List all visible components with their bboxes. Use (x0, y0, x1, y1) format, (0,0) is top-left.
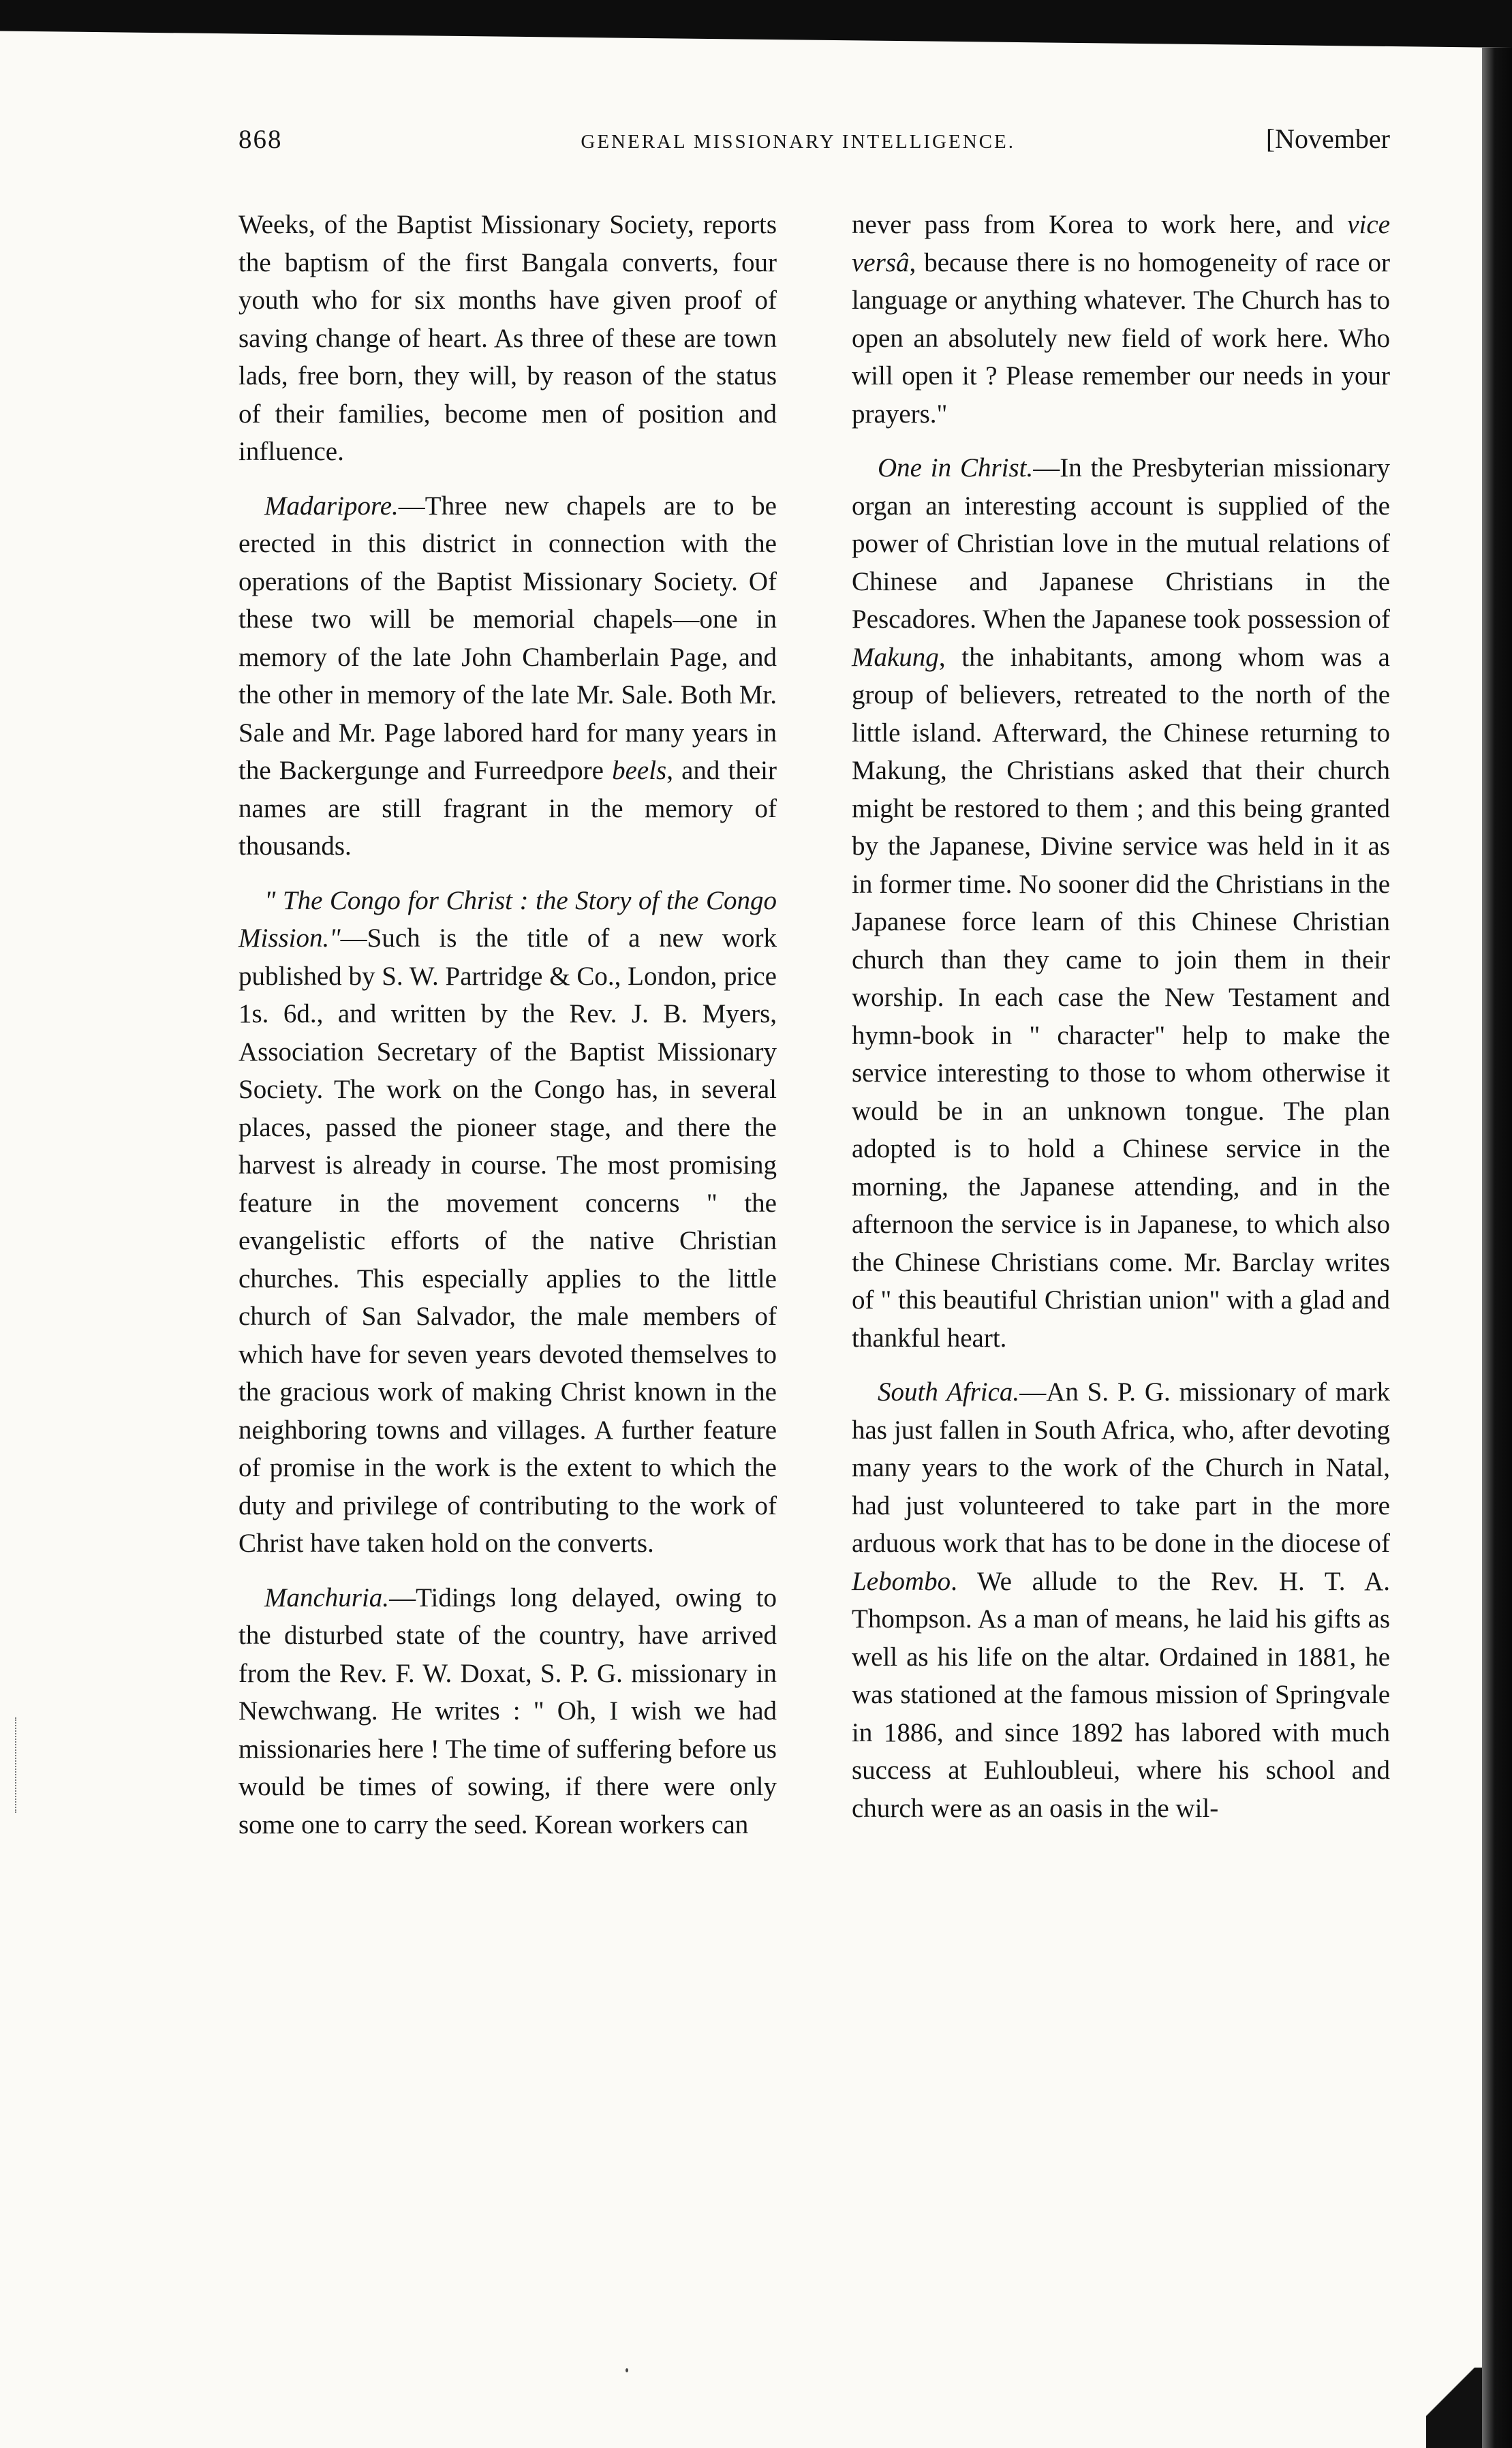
south-africa-paragraph (852, 1373, 1390, 1827)
bangala-text: Weeks, of the Baptist Missionary Society, reports the baptism of the first Bangala converts, four youth who for six months have given proof of saving change of heart. As three of these are town lads, free born, they will, by reason of the status of their families, become men of position and influence. (238, 210, 777, 466)
madaripore-text: —Three new chapels are to be erected in this district in connection with the operations of the Baptist Missionary Society. Of these two will be memorial chapels—one in memory of the late John Chamberlain Page, and the other in memory of the late Mr. Sale. Both Mr. Sale and Mr. Page labored hard for many years in the Backergunge and Furreedpore (238, 491, 777, 785)
scan-top-edge (0, 0, 1512, 48)
right-column (852, 206, 1390, 1860)
header-month: [November (1265, 123, 1390, 154)
running-title: GENERAL MISSIONARY INTELLIGENCE. (581, 131, 1015, 153)
madaripore-paragraph (238, 487, 777, 866)
vice-versa-phrase: vice versâ (852, 210, 1390, 277)
one-in-christ-heading: One in Christ. (878, 453, 1034, 483)
document-page (238, 123, 1390, 2392)
scan-corner-shadow (1426, 2368, 1482, 2448)
korea-text: never pass from Korea to work here, and (852, 210, 1348, 239)
manchuria-heading: Manchuria. (264, 1582, 390, 1612)
congo-text: —Such is the title of a new work published by S. W. Partridge & Co., London, price 1s. 6d., and written by the Rev. J. B. Myers, Association Secretary of the Baptist Missionary Society. The work on the Congo has, in several places, passed the pioneer stage, and there the harvest is already in course. The most promising feature in the movement concerns " the evangelistic efforts of the native Christian churches. This especially applies to the little church of San Salvador, the male members of which have for seven years devoted themselves to the gracious work of making Christ known in the neighboring towns and villages. A further feature of promise in the work is the extent to which the duty and privilege of contributing to the work of Christ have taken hold on the converts. (238, 923, 777, 1558)
one-in-christ-paragraph (852, 449, 1390, 1357)
south-africa-heading: South Africa. (878, 1377, 1020, 1407)
manchuria-text: —Tidings long delayed, owing to the disturbed state of the country, have arrived from the Rev. F. W. Doxat, S. P. G. missionary in Newchwang. He writes : " Oh, I wish we had missionaries here ! The time of suffering before us would be times of sowing, if there were only some one to carry the seed. Korean workers can (238, 1582, 777, 1839)
bheels-word: beels (612, 756, 667, 785)
south-africa-text-end: . We allude to the Rev. H. T. A. Thompson. As a man of means, he laid his gifts as well as his life on the altar. Ordained in 1881, he was stationed at the famous mission of Springvale in 1886, and since 1892 has labored with much success at Euhloubleui, where his school and church were as an oasis in the wil- (852, 1566, 1390, 1823)
margin-mark (15, 1717, 20, 1813)
scan-right-edge (1482, 48, 1512, 2448)
south-africa-text: —An S. P. G. missionary of mark has just fallen in South Africa, who, after devoting many years to the work of the Church in Natal, had just volunteered to take part in the more arduous work that has to be done in the diocese of (852, 1377, 1390, 1558)
congo-book-title: " The Congo for Christ : the Story of the Congo Mission." (238, 885, 777, 953)
madaripore-text-end: , and their names are still fragrant in the memory of thousands. (238, 756, 777, 861)
madaripore-heading: Madaripore. (264, 491, 399, 521)
one-in-christ-text-end: , the inhabitants, among whom was a group of believers, retreated to the north of the little island. Afterward, the Chinese returning to Makung, the Christians asked that their church might be restored to them ; and this being granted by the Japanese, Divine service was held in it as in former time. No sooner did the Christians in the Japanese force learn of this Chinese Christian church than they came to join them in their worship. In each case the New Testament and hymn-book in " character" help to make the service interesting to those to whom otherwise it would be in an unknown tongue. The plan adopted is to hold a Chinese service in the morning, the Japanese attending, and in the afternoon the service is in Japanese, to which also the Chinese Christians come. Mr. Barclay writes of " this beautiful Christian union" with a glad and thankful heart. (852, 642, 1390, 1353)
left-column (238, 206, 777, 1860)
congo-paragraph (238, 882, 777, 1563)
manchuria-paragraph (238, 1579, 777, 1844)
page-number: 868 (238, 125, 283, 154)
article-columns (238, 206, 1390, 1860)
korea-continuation-paragraph (852, 206, 1390, 433)
running-header (238, 123, 1390, 174)
one-in-christ-text: —In the Presbyterian missionary organ an interesting account is supplied of the power of Christian love in the mutual relations of Chinese and Japanese Christians in the Pescadores. When the Japanese took possession of (852, 453, 1390, 634)
bangala-paragraph (238, 206, 777, 471)
makung-word: Makung (852, 642, 939, 672)
lebombo-word: Lebombo (852, 1566, 951, 1596)
korea-text-end: , because there is no homogeneity of race or language or anything whatever. The Church has to open an absolutely new field of work here. Who will open it ? Please remember our needs in your prayers." (852, 247, 1390, 429)
